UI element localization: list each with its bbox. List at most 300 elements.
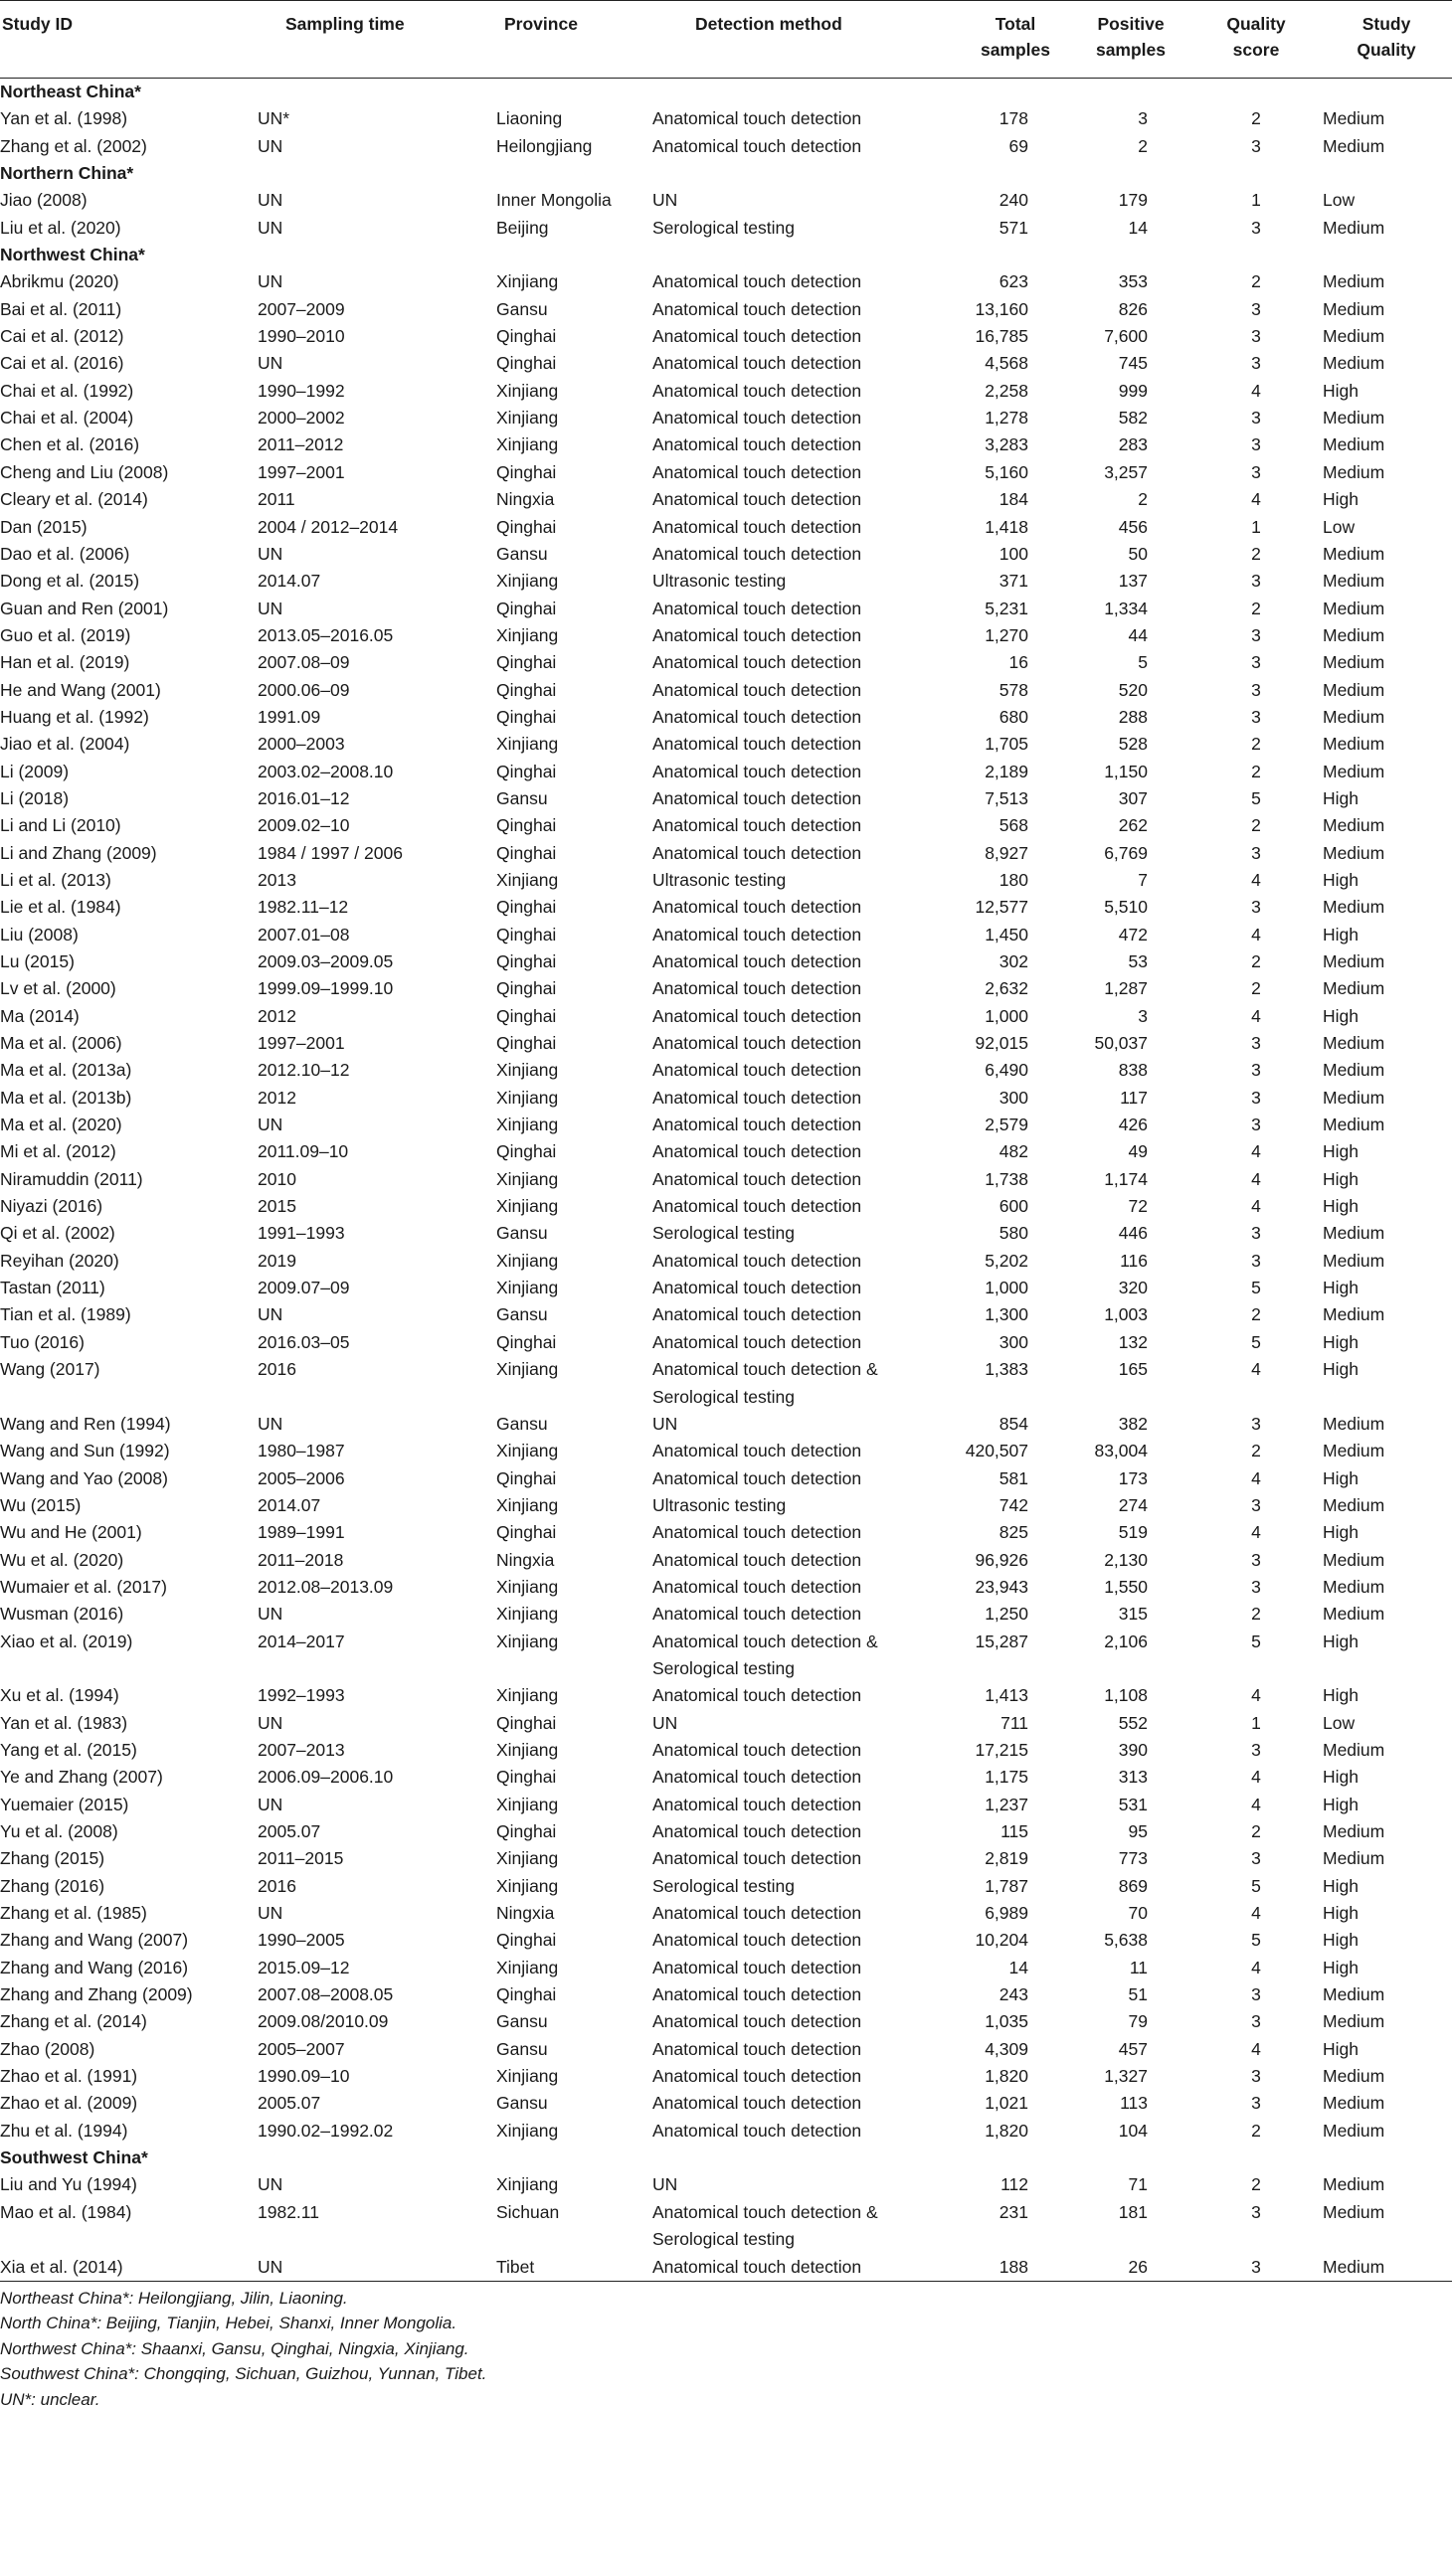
cell-study-id: Abrikmu (2020) — [0, 271, 119, 292]
cell-province: Xinjiang — [496, 734, 559, 755]
cell-study-quality: Medium — [1323, 1739, 1385, 1760]
cell-study-id: Cai et al. (2012) — [0, 326, 124, 347]
cell-positive-samples: 3 — [1138, 1005, 1148, 1026]
note-northeast: Northeast China*: Heilongjiang, Jilin, Liaoning. — [0, 2288, 348, 2308]
cell-province: Gansu — [496, 543, 548, 564]
cell-quality-score: 2 — [1251, 951, 1261, 971]
cell-sampling-time: 2013.05–2016.05 — [258, 624, 394, 645]
cell-study-quality: High — [1323, 1522, 1359, 1543]
cell-study-id: Cleary et al. (2014) — [0, 489, 148, 510]
table-row — [0, 1927, 1452, 1954]
cell-detection-method: Anatomical touch detection — [652, 2066, 862, 2087]
cell-detection-method: Anatomical touch detection — [652, 408, 862, 429]
cell-positive-samples: 519 — [1118, 1522, 1148, 1543]
cell-province: Xinjiang — [496, 624, 559, 645]
region-row — [0, 242, 1452, 268]
cell-sampling-time: 1982.11–12 — [258, 897, 349, 918]
cell-study-id: Dan (2015) — [0, 516, 88, 537]
cell-sampling-time: 2015.09–12 — [258, 1957, 350, 1977]
cell-province: Qinghai — [496, 951, 557, 971]
cell-quality-score: 5 — [1251, 1278, 1261, 1298]
table-row — [0, 1981, 1452, 2008]
cell-province: Xinjiang — [496, 380, 559, 401]
cell-study-id: Dao et al. (2006) — [0, 543, 130, 564]
cell-positive-samples: 50 — [1128, 543, 1148, 564]
cell-total-samples: 1,300 — [985, 1304, 1028, 1325]
cell-sampling-time: 2000–2002 — [258, 408, 345, 429]
cell-study-quality: High — [1323, 1168, 1359, 1189]
cell-positive-samples: 531 — [1118, 1794, 1148, 1814]
table-row — [0, 785, 1452, 812]
cell-positive-samples: 446 — [1118, 1223, 1148, 1244]
cell-detection-method: Anatomical touch detection — [652, 1087, 862, 1108]
cell-total-samples: 15,287 — [975, 1631, 1028, 1651]
cell-study-quality: High — [1323, 1930, 1359, 1951]
table-row — [0, 215, 1452, 242]
cell-study-id: Zhang and Wang (2016) — [0, 1957, 189, 1977]
region-heading: Northern China* — [0, 163, 134, 184]
cell-detection-method: Anatomical touch detection — [652, 135, 862, 156]
cell-quality-score: 4 — [1251, 1903, 1261, 1924]
cell-quality-score: 3 — [1251, 679, 1261, 700]
cell-quality-score: 3 — [1251, 652, 1261, 673]
cell-study-id: Wu and He (2001) — [0, 1522, 142, 1543]
cell-study-quality: Low — [1323, 1712, 1356, 1733]
cell-positive-samples: 999 — [1118, 380, 1148, 401]
cell-detection-method: Anatomical touch detection — [652, 353, 862, 374]
cell-study-id: Liu et al. (2020) — [0, 217, 121, 238]
cell-quality-score: 1 — [1251, 516, 1261, 537]
cell-province: Gansu — [496, 298, 548, 319]
cell-province: Beijing — [496, 217, 549, 238]
table-row — [0, 894, 1452, 921]
cell-quality-score: 4 — [1251, 1005, 1261, 1026]
cell-study-id: Jiao et al. (2004) — [0, 734, 130, 755]
table-row — [0, 105, 1452, 132]
cell-sampling-time: 2007–2009 — [258, 298, 345, 319]
cell-detection-method: Anatomical touch detection — [652, 2011, 862, 2032]
cell-study-quality: Medium — [1323, 461, 1385, 482]
table-row — [0, 975, 1452, 1002]
table-row — [0, 1138, 1452, 1165]
cell-province: Qinghai — [496, 516, 557, 537]
cell-study-quality: Medium — [1323, 1494, 1385, 1515]
cell-quality-score: 3 — [1251, 298, 1261, 319]
cell-sampling-time: 2016 — [258, 1359, 296, 1380]
cell-quality-score: 3 — [1251, 571, 1261, 592]
cell-province: Qinghai — [496, 1767, 557, 1788]
cell-detection-method: Anatomical touch detection — [652, 734, 862, 755]
table-row — [0, 405, 1452, 431]
cell-positive-samples: 2 — [1138, 489, 1148, 510]
table-row — [0, 1737, 1452, 1764]
cell-study-id: Ma et al. (2013a) — [0, 1060, 132, 1081]
cell-study-quality: Medium — [1323, 1604, 1385, 1625]
cell-sampling-time: 2009.03–2009.05 — [258, 951, 394, 971]
cell-quality-score: 5 — [1251, 1631, 1261, 1651]
cell-study-quality: Medium — [1323, 326, 1385, 347]
cell-sampling-time: 1999.09–1999.10 — [258, 978, 394, 999]
note-unclear: UN*: unclear. — [0, 2389, 100, 2409]
cell-study-quality: Medium — [1323, 135, 1385, 156]
cell-province: Xinjiang — [496, 1441, 559, 1461]
table-row — [0, 1574, 1452, 1601]
cell-sampling-time: 1991–1993 — [258, 1223, 345, 1244]
table-row — [0, 1030, 1452, 1057]
cell-total-samples: 571 — [998, 217, 1028, 238]
cell-detection-method: Anatomical touch detection — [652, 1604, 862, 1625]
cell-study-id: Ma et al. (2013b) — [0, 1087, 132, 1108]
cell-study-id: Jiao (2008) — [0, 190, 88, 211]
region-row — [0, 2145, 1452, 2171]
cell-total-samples: 623 — [998, 271, 1028, 292]
cell-positive-samples: 456 — [1118, 516, 1148, 537]
cell-study-quality: Medium — [1323, 1413, 1385, 1434]
cell-detection-method: Anatomical touch detection — [652, 1331, 862, 1352]
cell-positive-samples: 520 — [1118, 679, 1148, 700]
cell-study-quality: Low — [1323, 516, 1356, 537]
table-row — [0, 1085, 1452, 1112]
cell-positive-samples: 2 — [1138, 135, 1148, 156]
cell-detection-method: Anatomical touch detection — [652, 1033, 862, 1054]
cell-study-id: Xu et al. (1994) — [0, 1685, 119, 1706]
cell-total-samples: 300 — [998, 1087, 1028, 1108]
cell-study-quality: High — [1323, 1767, 1359, 1788]
cell-total-samples: 6,490 — [985, 1060, 1028, 1081]
cell-detection-method: Anatomical touch detection — [652, 1005, 862, 1026]
cell-study-quality: High — [1323, 1331, 1359, 1352]
cell-study-id: Dong et al. (2015) — [0, 571, 140, 592]
cell-province: Xinjiang — [496, 571, 559, 592]
cell-study-id: Wang and Yao (2008) — [0, 1467, 168, 1488]
cell-study-id: Wu et al. (2020) — [0, 1549, 124, 1570]
cell-province: Qinghai — [496, 1005, 557, 1026]
cell-study-id: Li et al. (2013) — [0, 869, 111, 890]
cell-total-samples: 1,250 — [985, 1604, 1028, 1625]
cell-sampling-time: 1982.11 — [258, 2201, 319, 2222]
cell-positive-samples: 552 — [1118, 1712, 1148, 1733]
table-row — [0, 2063, 1452, 2090]
cell-province: Qinghai — [496, 1467, 557, 1488]
cell-quality-score: 2 — [1251, 1441, 1261, 1461]
cell-positive-samples: 70 — [1128, 1903, 1148, 1924]
cell-positive-samples: 132 — [1118, 1331, 1148, 1352]
cell-total-samples: 1,035 — [985, 2011, 1028, 2032]
cell-total-samples: 5,231 — [985, 598, 1028, 618]
cell-total-samples: 482 — [998, 1141, 1028, 1162]
cell-quality-score: 3 — [1251, 897, 1261, 918]
table-row — [0, 1301, 1452, 1328]
cell-study-id: Guo et al. (2019) — [0, 624, 131, 645]
cell-study-id: Wusman (2016) — [0, 1604, 124, 1625]
cell-quality-score: 3 — [1251, 706, 1261, 727]
cell-positive-samples: 104 — [1118, 2120, 1148, 2141]
cell-detection-method: Anatomical touch detection — [652, 1141, 862, 1162]
cell-detection-method: UN — [652, 1413, 678, 1434]
cell-quality-score: 2 — [1251, 598, 1261, 618]
cell-study-quality: Medium — [1323, 408, 1385, 429]
cell-study-id: Zhao et al. (2009) — [0, 2093, 138, 2114]
cell-study-id: Xia et al. (2014) — [0, 2256, 123, 2277]
cell-sampling-time: 1997–2001 — [258, 461, 345, 482]
cell-study-quality: Medium — [1323, 1304, 1385, 1325]
cell-sampling-time: UN — [258, 1413, 283, 1434]
cell-quality-score: 3 — [1251, 1494, 1261, 1515]
cell-study-quality: Medium — [1323, 761, 1385, 781]
cell-positive-samples: 95 — [1128, 1821, 1148, 1841]
cell-total-samples: 16 — [1008, 652, 1028, 673]
cell-positive-samples: 315 — [1118, 1604, 1148, 1625]
cell-sampling-time: 2013 — [258, 869, 296, 890]
cell-sampling-time: 2000.06–09 — [258, 679, 350, 700]
cell-province: Gansu — [496, 787, 548, 808]
cell-province: Xinjiang — [496, 1196, 559, 1217]
cell-sampling-time: 2000–2003 — [258, 734, 345, 755]
cell-province: Xinjiang — [496, 1631, 559, 1651]
cell-province: Inner Mongolia — [496, 190, 612, 211]
cell-study-id: Wang (2017) — [0, 1359, 100, 1380]
cell-study-quality: Medium — [1323, 1087, 1385, 1108]
cell-total-samples: 680 — [998, 706, 1028, 727]
cell-positive-samples: 3 — [1138, 108, 1148, 129]
cell-total-samples: 16,785 — [975, 326, 1028, 347]
cell-detection-method: Anatomical touch detection — [652, 598, 862, 618]
cell-positive-samples: 5 — [1138, 652, 1148, 673]
cell-quality-score: 3 — [1251, 135, 1261, 156]
cell-quality-score: 3 — [1251, 2093, 1261, 2114]
cell-sampling-time: UN — [258, 271, 283, 292]
cell-total-samples: 13,160 — [975, 298, 1028, 319]
cell-sampling-time: 2009.02–10 — [258, 815, 350, 836]
cell-detection-method: Anatomical touch detection — [652, 761, 862, 781]
cell-quality-score: 3 — [1251, 217, 1261, 238]
cell-quality-score: 3 — [1251, 2201, 1261, 2222]
cell-detection-method: Anatomical touch detection — [652, 1739, 862, 1760]
cell-detection-method: Anatomical touch detection — [652, 1304, 862, 1325]
cell-province: Tibet — [496, 2256, 535, 2277]
cell-study-id: Tian et al. (1989) — [0, 1304, 131, 1325]
cell-positive-samples: 262 — [1118, 815, 1148, 836]
cell-sampling-time: 2004 / 2012–2014 — [258, 516, 399, 537]
cell-positive-samples: 307 — [1118, 787, 1148, 808]
cell-study-quality: Medium — [1323, 2011, 1385, 2032]
cell-province: Xinjiang — [496, 1250, 559, 1271]
cell-study-quality: Medium — [1323, 1441, 1385, 1461]
cell-quality-score: 4 — [1251, 1359, 1261, 1380]
cell-study-quality: Medium — [1323, 217, 1385, 238]
cell-sampling-time: 1989–1991 — [258, 1522, 345, 1543]
cell-study-id: Xiao et al. (2019) — [0, 1631, 133, 1651]
cell-detection-method: Anatomical touch detection — [652, 924, 862, 945]
header-positive-samples: Positive samples — [1095, 14, 1167, 60]
cell-study-quality: High — [1323, 1141, 1359, 1162]
cell-total-samples: 100 — [998, 543, 1028, 564]
cell-province: Xinjiang — [496, 1957, 559, 1977]
cell-study-id: Zhang (2016) — [0, 1875, 105, 1896]
cell-positive-samples: 274 — [1118, 1494, 1148, 1515]
cell-positive-samples: 457 — [1118, 2038, 1148, 2059]
table-row — [0, 2171, 1452, 2198]
cell-detection-method: Anatomical touch detection — [652, 298, 862, 319]
cell-quality-score: 5 — [1251, 1930, 1261, 1951]
cell-detection-method: Anatomical touch detection — [652, 842, 862, 863]
cell-quality-score: 3 — [1251, 1739, 1261, 1760]
cell-sampling-time: 2007.08–09 — [258, 652, 350, 673]
cell-quality-score: 3 — [1251, 1576, 1261, 1597]
cell-total-samples: 10,204 — [975, 1930, 1028, 1951]
cell-total-samples: 96,926 — [975, 1549, 1028, 1570]
cell-sampling-time: 1992–1993 — [258, 1685, 345, 1706]
table-row — [0, 677, 1452, 704]
cell-province: Qinghai — [496, 1522, 557, 1543]
cell-positive-samples: 49 — [1128, 1141, 1148, 1162]
cell-quality-score: 4 — [1251, 489, 1261, 510]
cell-detection-method: Anatomical touch detection — [652, 1794, 862, 1814]
cell-total-samples: 742 — [998, 1494, 1028, 1515]
cell-study-id: Mao et al. (1984) — [0, 2201, 132, 2222]
cell-quality-score: 3 — [1251, 1848, 1261, 1869]
cell-positive-samples: 390 — [1118, 1739, 1148, 1760]
table-row — [0, 596, 1452, 622]
table-row — [0, 840, 1452, 867]
cell-positive-samples: 1,150 — [1104, 761, 1148, 781]
cell-study-quality: Medium — [1323, 624, 1385, 645]
cell-study-quality: High — [1323, 1685, 1359, 1706]
cell-province: Xinjiang — [496, 434, 559, 455]
cell-total-samples: 4,309 — [985, 2038, 1028, 2059]
cell-study-id: Tastan (2011) — [0, 1278, 105, 1298]
cell-study-id: Yang et al. (2015) — [0, 1739, 137, 1760]
cell-positive-samples: 181 — [1118, 2201, 1148, 2222]
cell-sampling-time: 2016 — [258, 1875, 296, 1896]
cell-quality-score: 4 — [1251, 1794, 1261, 1814]
cell-total-samples: 178 — [998, 108, 1028, 129]
cell-sampling-time: UN — [258, 1115, 283, 1135]
cell-province: Gansu — [496, 1304, 548, 1325]
cell-sampling-time: 2014–2017 — [258, 1631, 345, 1651]
cell-sampling-time: UN — [258, 353, 283, 374]
cell-positive-samples: 179 — [1118, 190, 1148, 211]
region-heading: Northwest China* — [0, 245, 145, 265]
cell-sampling-time: 2009.07–09 — [258, 1278, 350, 1298]
cell-positive-samples: 72 — [1128, 1196, 1148, 1217]
cell-quality-score: 3 — [1251, 326, 1261, 347]
header-quality-score: Quality score — [1226, 14, 1286, 60]
cell-detection-method: Serological testing — [652, 217, 795, 238]
cell-sampling-time: 1984 / 1997 / 2006 — [258, 842, 403, 863]
cell-total-samples: 825 — [998, 1522, 1028, 1543]
cell-positive-samples: 6,769 — [1104, 842, 1148, 863]
cell-quality-score: 5 — [1251, 1331, 1261, 1352]
cell-sampling-time: 1991.09 — [258, 706, 321, 727]
table-notes — [0, 2282, 1452, 2413]
region-heading: Southwest China* — [0, 2147, 148, 2168]
table-row — [0, 1764, 1452, 1791]
cell-total-samples: 420,507 — [965, 1441, 1028, 1461]
cell-study-quality: Medium — [1323, 1115, 1385, 1135]
cell-detection-method: Ultrasonic testing — [652, 869, 787, 890]
cell-study-quality: Medium — [1323, 543, 1385, 564]
cell-total-samples: 3,283 — [985, 434, 1028, 455]
cell-study-id: Yan et al. (1998) — [0, 108, 128, 129]
cell-province: Xinjiang — [496, 1060, 559, 1081]
cell-study-id: Mi et al. (2012) — [0, 1141, 116, 1162]
cell-total-samples: 1,413 — [985, 1685, 1028, 1706]
cell-study-id: Wang and Ren (1994) — [0, 1413, 171, 1434]
cell-quality-score: 3 — [1251, 1250, 1261, 1271]
cell-detection-method: Anatomical touch detection — [652, 1115, 862, 1135]
cell-total-samples: 1,820 — [985, 2120, 1028, 2141]
cell-sampling-time: 1990.02–1992.02 — [258, 2120, 394, 2141]
cell-positive-samples: 5,510 — [1104, 897, 1148, 918]
cell-positive-samples: 83,004 — [1094, 1441, 1148, 1461]
cell-total-samples: 580 — [998, 1223, 1028, 1244]
cell-sampling-time: 1990–2005 — [258, 1930, 345, 1951]
table-row — [0, 731, 1452, 758]
cell-quality-score: 4 — [1251, 1522, 1261, 1543]
region-heading: Northeast China* — [0, 82, 141, 101]
cell-positive-samples: 7,600 — [1104, 326, 1148, 347]
table-row — [0, 2008, 1452, 2035]
cell-detection-method: Anatomical touch detection — [652, 543, 862, 564]
cell-quality-score: 4 — [1251, 380, 1261, 401]
cell-detection-method: UN — [652, 1712, 678, 1733]
cell-quality-score: 5 — [1251, 1875, 1261, 1896]
cell-province: Xinjiang — [496, 1794, 559, 1814]
cell-province: Xinjiang — [496, 2174, 559, 2195]
cell-study-quality: Medium — [1323, 1549, 1385, 1570]
cell-quality-score: 2 — [1251, 2174, 1261, 2195]
table-row — [0, 1682, 1452, 1709]
cell-study-id: Bai et al. (2011) — [0, 298, 122, 319]
cell-study-id: Li (2018) — [0, 787, 70, 808]
cell-sampling-time: UN — [258, 598, 283, 618]
cell-total-samples: 1,383 — [985, 1359, 1028, 1380]
cell-quality-score: 2 — [1251, 108, 1261, 129]
table-row — [0, 2036, 1452, 2063]
cell-detection-method: Anatomical touch detection — [652, 1957, 862, 1977]
cell-sampling-time: 2014.07 — [258, 1494, 321, 1515]
cell-province: Xinjiang — [496, 1739, 559, 1760]
cell-detection-method: Anatomical touch detection & Serological testing — [652, 2201, 878, 2250]
cell-positive-samples: 44 — [1128, 624, 1148, 645]
cell-study-quality: Medium — [1323, 298, 1385, 319]
cell-sampling-time: 2005.07 — [258, 1821, 321, 1841]
cell-study-id: Ma et al. (2006) — [0, 1033, 122, 1054]
cell-study-id: Ma (2014) — [0, 1005, 80, 1026]
cell-detection-method: Anatomical touch detection — [652, 787, 862, 808]
cell-sampling-time: 2012.08–2013.09 — [258, 1576, 394, 1597]
cell-study-quality: Medium — [1323, 2174, 1385, 2195]
cell-quality-score: 4 — [1251, 1141, 1261, 1162]
cell-study-quality: Medium — [1323, 815, 1385, 836]
cell-quality-score: 5 — [1251, 787, 1261, 808]
cell-study-id: Zhao et al. (1991) — [0, 2066, 138, 2087]
cell-sampling-time: 2011.09–10 — [258, 1141, 349, 1162]
cell-quality-score: 3 — [1251, 1223, 1261, 1244]
cell-total-samples: 581 — [998, 1467, 1028, 1488]
cell-study-id: Li and Li (2010) — [0, 815, 121, 836]
cell-study-quality: Medium — [1323, 897, 1385, 918]
cell-positive-samples: 116 — [1120, 1250, 1148, 1271]
cell-total-samples: 1,787 — [985, 1875, 1028, 1896]
cell-quality-score: 2 — [1251, 2120, 1261, 2141]
cell-detection-method: Anatomical touch detection — [652, 489, 862, 510]
cell-province: Qinghai — [496, 978, 557, 999]
cell-study-id: Ma et al. (2020) — [0, 1115, 122, 1135]
cell-study-quality: High — [1323, 1196, 1359, 1217]
cell-quality-score: 4 — [1251, 1196, 1261, 1217]
